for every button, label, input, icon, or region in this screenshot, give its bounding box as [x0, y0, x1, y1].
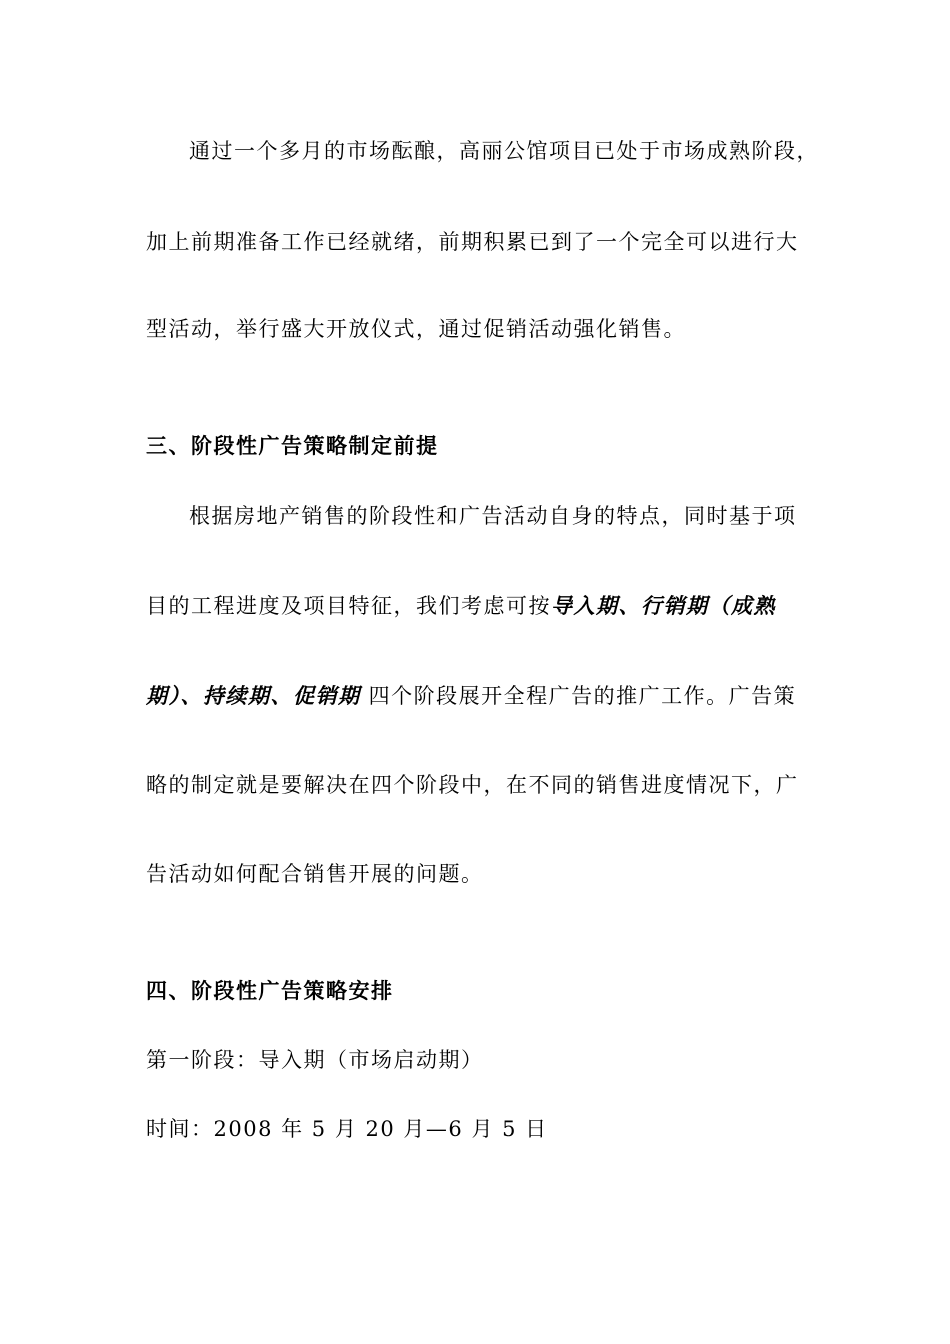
section-heading-4: 四、阶段性广告策略安排	[146, 978, 394, 1003]
paragraph-line	[146, 592, 816, 620]
paragraph-line: 告活动如何配合销售开展的问题。	[146, 862, 484, 886]
paragraph-line: 根据房地产销售的阶段性和广告活动自身的特点，同时基于项	[189, 504, 797, 528]
emphasized-phase-names: 期）、持续期、促销期	[146, 683, 361, 708]
section-heading-3: 三、阶段性广告策略制定前提	[146, 433, 439, 458]
paragraph-line: 略的制定就是要解决在四个阶段中，在不同的销售进度情况下，广	[146, 773, 799, 797]
paragraph-line	[146, 682, 816, 710]
paragraph-line: 通过一个多月的市场酝酿，高丽公馆项目已处于市场成熟阶段，	[189, 139, 819, 163]
stage-time: 时间：2008 年 5 月 20 月—6 月 5 日	[146, 1117, 548, 1141]
paragraph-line: 加上前期准备工作已经就绪，前期积累已到了一个完全可以进行大	[146, 230, 799, 254]
emphasized-phase-names: 导入期、行销期（成熟	[551, 593, 776, 618]
stage-title: 第一阶段：导入期（市场启动期）	[146, 1048, 484, 1072]
paragraph-line: 型活动，举行盛大开放仪式，通过促销活动强化销售。	[146, 317, 686, 341]
paragraph-text: 目的工程进度及项目特征，我们考虑可按	[146, 594, 551, 618]
paragraph-text: 四个阶段展开全程广告的推广工作。广告策	[360, 684, 797, 708]
